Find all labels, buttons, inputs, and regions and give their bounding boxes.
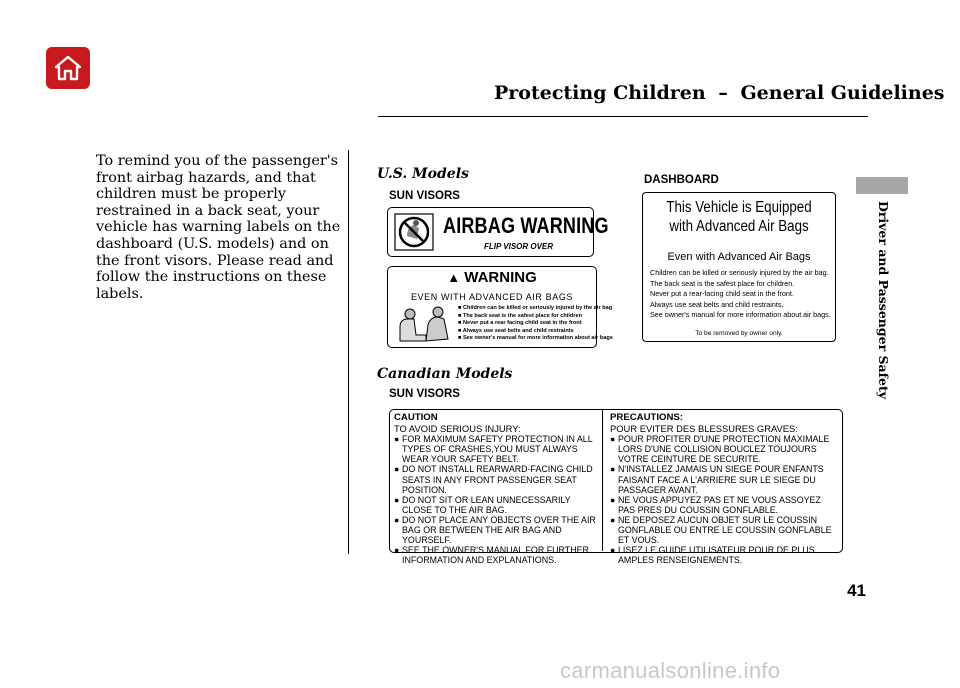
canadian-models-heading: Canadian Models	[377, 366, 513, 382]
dashboard-label-title: This Vehicle is Equipped with Advanced Air Bags	[666, 199, 812, 235]
us-sun-visors-caption: SUN VISORS	[389, 190, 460, 202]
us-visor-warning-list	[458, 305, 613, 343]
list-item: ● FOR MAXIMUM SAFETY PROTECTION IN ALL TYPES OF CRASHES,YOU MUST ALWAYS WEAR YOUR SAFETY BELT.	[394, 434, 593, 465]
us-visor-warning-label	[387, 266, 613, 348]
precautions-title: PRECAUTIONS:	[610, 412, 684, 423]
title-dash: –	[718, 82, 728, 104]
list-item: ● LISEZ LE GUIDE UTILISATEUR POUR DE PLUS AMPLES RENSEIGNEMENTS.	[610, 545, 815, 566]
warning-title-row	[388, 269, 596, 286]
watermark: carmanualsonline.info	[560, 658, 781, 683]
caution-title: CAUTION	[394, 412, 438, 423]
canadian-visor-label	[389, 409, 843, 566]
list-item: ■ See owner's manual for more information about air bags	[458, 335, 613, 342]
english-caution-section	[394, 413, 598, 565]
list-item: ■ The back seat is the safest place for children	[458, 312, 583, 319]
list-item: See owner's manual for more information about air bags.	[650, 310, 831, 320]
no-child-seat-icon	[394, 213, 434, 251]
list-item: ● POUR PROFITER D'UNE PROTECTION MAXIMALE LORS D'UNE COLLISION BOUCLEZ TOUJOURS VOTRE CEINTURE DE SECURITE.	[610, 434, 830, 465]
list-item: Children can be killed or seriously injured by the air bag.	[650, 268, 829, 277]
page-title	[494, 82, 945, 104]
dashboard-label-lines	[650, 268, 834, 321]
column-divider	[348, 150, 349, 554]
list-item: ● SEE THE OWNER'S MANUAL FOR FURTHER INFORMATION AND EXPLANATIONS.	[394, 545, 589, 566]
home-button[interactable]	[46, 47, 90, 89]
title-right: General Guidelines	[740, 82, 945, 104]
list-item: Never put a rear-facing child seat in the front.	[650, 289, 794, 299]
dashboard-label-footer: To be removed by owner only.	[695, 330, 783, 337]
warning-triangle-icon: ▲	[447, 270, 461, 285]
precautions-subtitle: POUR EVITER DES BLESSURES GRAVES:	[610, 422, 798, 434]
child-seat-icon	[396, 305, 454, 345]
list-item: ● NE VOUS APPUYEZ PAS ET NE VOUS ASSOYEZ PAS PRES DU COUSSIN GONFLABLE.	[610, 494, 821, 515]
label-divider	[602, 410, 603, 551]
section-tab-label: Driver and Passenger Safety	[876, 201, 891, 400]
dashboard-caption: DASHBOARD	[644, 174, 719, 186]
flip-visor-text: FLIP VISOR OVER	[484, 242, 554, 251]
section-tab-marker[interactable]	[856, 177, 908, 194]
caution-list	[394, 434, 598, 565]
dashboard-label-subtitle: Even with Advanced Air Bags	[667, 251, 811, 263]
title-left: Protecting Children	[494, 82, 706, 104]
airbag-warning-title: AIRBAG WARNING	[443, 213, 609, 238]
list-item: ● DO NOT PLACE ANY OBJECTS OVER THE AIR BAG OR BETWEEN THE AIR BAG AND YOURSELF.	[394, 514, 596, 546]
list-item: ● DO NOT SIT OR LEAN UNNECESSARILY CLOSE TO THE AIR BAG.	[394, 494, 571, 515]
page-number: 41	[847, 581, 866, 600]
list-item: ● DO NOT INSTALL REARWARD-FACING CHILD SEATS IN ANY FRONT PASSENGER SEAT POSITION.	[394, 464, 593, 495]
intro-paragraph: To remind you of the passenger's front airbag hazards, and that children must be properly restrained in a back seat, your vehicle has warning labels on the dashboard (U.S. models) and on the front visors. Please read and follow the instructions on these labels.	[96, 153, 341, 302]
home-icon	[53, 54, 83, 82]
french-precautions-section	[610, 413, 836, 565]
us-models-heading: U.S. Models	[377, 166, 469, 182]
list-item: The back seat is the safest place for children.	[650, 278, 795, 288]
dashboard-label	[642, 192, 836, 342]
warning-title: WARNING	[464, 269, 537, 286]
list-item: ● NE DEPOSEZ AUCUN OBJET SUR LE COUSSIN GONFLABLE OU ENTRE LE COUSSIN GONFLABLE ET VOUS.	[610, 514, 832, 546]
header-rule	[378, 116, 868, 117]
airbag-warning-label	[387, 207, 609, 257]
warning-subtitle: EVEN WITH ADVANCED AIR BAGS	[410, 292, 574, 302]
list-item: ● N'INSTALLEZ JAMAIS UN SIEGE POUR ENFANTS FAISANT FACE A L'ARRIERE SUR LE SIEGE DU PASSAGER AVANT.	[610, 464, 824, 495]
list-item: ■ Never put a rear facing child seat in the front	[458, 320, 582, 327]
list-item: ■ Always use seat belts and child restraints	[458, 327, 574, 334]
list-item: ■ Children can be killed or seriously injured by the air bag	[458, 305, 613, 311]
list-item: Always use seat belts and child restraints.	[650, 299, 784, 309]
canadian-sun-visors-caption: SUN VISORS	[389, 388, 460, 400]
caution-subtitle: TO AVOID SERIOUS INJURY:	[394, 422, 521, 434]
precautions-list	[610, 434, 836, 565]
